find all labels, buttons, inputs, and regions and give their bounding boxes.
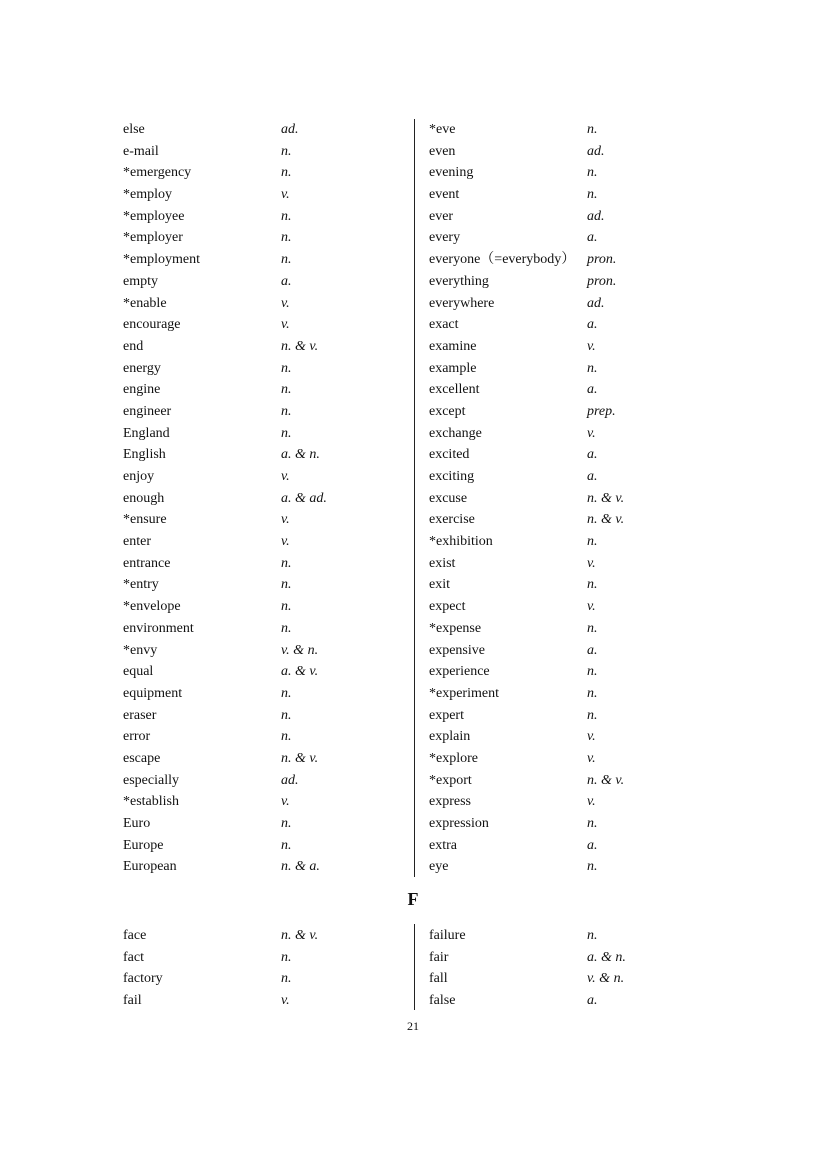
entry-word: *establish <box>123 794 179 810</box>
entry-row <box>123 856 403 878</box>
entry-row <box>123 119 403 141</box>
entry-row <box>429 705 709 727</box>
entry-word: engine <box>123 382 161 398</box>
entry-part-of-speech: v. <box>587 729 596 745</box>
entry-row <box>123 206 403 228</box>
entry-part-of-speech: n. <box>281 382 292 398</box>
entry-row <box>123 990 403 1012</box>
entry-row <box>123 249 403 271</box>
entry-word: extra <box>429 837 457 853</box>
entry-row <box>429 336 709 358</box>
entry-word: examine <box>429 338 477 354</box>
entry-word: exercise <box>429 512 475 528</box>
entry-part-of-speech: n. <box>587 859 598 875</box>
entry-row <box>429 813 709 835</box>
entry-word: fail <box>123 993 142 1009</box>
entry-part-of-speech: n. <box>281 230 292 246</box>
entry-row <box>123 271 403 293</box>
entry-word: fall <box>429 971 448 987</box>
entry-part-of-speech: n. <box>587 360 598 376</box>
entry-part-of-speech: n. <box>281 971 292 987</box>
entry-part-of-speech: n. <box>587 707 598 723</box>
entry-row <box>429 444 709 466</box>
entry-row <box>123 553 403 575</box>
entry-row <box>123 813 403 835</box>
entry-row <box>429 947 709 969</box>
entry-part-of-speech: n. <box>587 928 598 943</box>
entry-word: encourage <box>123 317 181 333</box>
entry-word: *export <box>429 772 472 788</box>
entry-word: *explore <box>429 750 478 766</box>
entry-word: expect <box>429 599 466 615</box>
entry-word: expert <box>429 707 464 723</box>
entry-part-of-speech: n. & v. <box>587 490 625 506</box>
column-divider <box>414 924 415 1010</box>
entry-row <box>429 184 709 206</box>
entry-part-of-speech: n. <box>281 555 292 571</box>
entry-part-of-speech: n. <box>587 577 598 593</box>
entry-row <box>429 293 709 315</box>
entry-row <box>123 596 403 618</box>
entry-word: else <box>123 122 145 137</box>
entry-part-of-speech: n. & a. <box>281 859 320 875</box>
entry-part-of-speech: a. <box>587 382 598 398</box>
entry-part-of-speech: v. <box>281 469 290 484</box>
entry-row <box>429 791 709 813</box>
entry-row <box>429 314 709 336</box>
entry-row <box>123 141 403 163</box>
entry-part-of-speech: a. & ad. <box>281 490 327 506</box>
entry-row <box>123 184 403 206</box>
entry-row <box>429 488 709 510</box>
entry-part-of-speech: n. <box>281 707 292 723</box>
entry-part-of-speech: n. & v. <box>281 338 319 354</box>
entry-word: exchange <box>429 425 482 441</box>
entry-word: everywhere <box>429 295 495 311</box>
entry-word: evening <box>429 165 474 181</box>
entry-part-of-speech: v. <box>281 317 290 333</box>
entry-row <box>123 509 403 531</box>
entry-row <box>123 748 403 770</box>
entry-word: enjoy <box>123 469 155 484</box>
entry-word: enter <box>123 534 151 550</box>
entry-word: equipment <box>123 685 183 701</box>
entry-word: *enable <box>123 295 167 311</box>
section-e-right-column <box>429 119 709 878</box>
entry-part-of-speech: a. <box>587 447 598 463</box>
entry-row <box>123 618 403 640</box>
entry-part-of-speech: v. <box>281 295 290 311</box>
entry-word: everything <box>429 273 489 289</box>
entry-word: engineer <box>123 403 172 419</box>
entry-part-of-speech: n. <box>281 577 292 593</box>
entry-row <box>429 466 709 488</box>
entry-part-of-speech: pron. <box>587 273 617 289</box>
entry-row <box>123 466 403 488</box>
entry-word: experience <box>429 664 490 680</box>
entry-row <box>123 488 403 510</box>
entry-part-of-speech: v. <box>587 599 596 615</box>
entry-word: *employment <box>123 252 200 268</box>
entry-part-of-speech: n. <box>281 816 292 831</box>
entry-word: empty <box>123 273 158 289</box>
entry-word: *emergency <box>123 165 192 181</box>
entry-row <box>123 574 403 596</box>
entry-word: except <box>429 403 466 419</box>
entry-word: Euro <box>123 816 151 831</box>
entry-part-of-speech: n. <box>281 165 292 181</box>
entry-word: even <box>429 143 456 159</box>
entry-part-of-speech: n. <box>587 187 598 203</box>
entry-part-of-speech: v. <box>587 750 596 766</box>
entry-part-of-speech: n. & v. <box>281 928 319 943</box>
entry-word: *employer <box>123 230 183 246</box>
entry-word: failure <box>429 928 466 943</box>
column-divider <box>414 119 415 877</box>
entry-row <box>123 640 403 662</box>
entry-word: *entry <box>123 577 159 593</box>
entry-word: environment <box>123 620 194 636</box>
entry-word: exit <box>429 577 450 593</box>
entry-row <box>123 947 403 969</box>
entry-word: *employee <box>123 208 185 224</box>
entry-part-of-speech: prep. <box>587 403 616 419</box>
letter-heading-f: F <box>407 889 419 909</box>
entry-part-of-speech: a. & n. <box>587 949 626 965</box>
entry-part-of-speech: v. <box>587 425 596 441</box>
entry-part-of-speech: v. & n. <box>281 642 319 658</box>
entry-part-of-speech: ad. <box>281 122 299 137</box>
entry-word: error <box>123 729 151 745</box>
entry-part-of-speech: ad. <box>281 772 299 788</box>
entry-part-of-speech: n. & v. <box>587 512 625 528</box>
entry-part-of-speech: v. <box>587 338 596 354</box>
entry-word: everyone（=everybody） <box>429 252 576 268</box>
entry-word: e-mail <box>123 143 159 159</box>
entry-row <box>123 227 403 249</box>
entry-part-of-speech: a. <box>281 273 292 289</box>
entry-part-of-speech: n. <box>281 949 292 965</box>
entry-row <box>429 401 709 423</box>
entry-part-of-speech: v. <box>281 993 290 1009</box>
entry-word: English <box>123 447 166 463</box>
entry-part-of-speech: v. <box>281 512 290 528</box>
entry-word: exist <box>429 555 456 571</box>
entry-part-of-speech: n. <box>281 143 292 159</box>
entry-row <box>429 574 709 596</box>
entry-part-of-speech: a. <box>587 317 598 333</box>
entry-part-of-speech: n. <box>587 534 598 550</box>
entry-row <box>429 141 709 163</box>
page-number: 21 <box>407 1019 419 1033</box>
entry-row <box>429 726 709 748</box>
entry-row <box>123 683 403 705</box>
entry-word: European <box>123 859 177 875</box>
entry-row <box>429 509 709 531</box>
entry-row <box>429 531 709 553</box>
entry-word: expression <box>429 816 489 831</box>
entry-word: *expense <box>429 620 482 636</box>
entry-part-of-speech: a. & v. <box>281 664 319 680</box>
entry-word: energy <box>123 360 161 376</box>
entry-row <box>123 336 403 358</box>
entry-row <box>123 925 403 947</box>
entry-word: excuse <box>429 490 468 506</box>
entry-row <box>429 990 709 1012</box>
section-f-left-column <box>123 925 403 1012</box>
entry-part-of-speech: n. <box>587 165 598 181</box>
entry-word: ever <box>429 208 454 224</box>
entry-part-of-speech: a. <box>587 642 598 658</box>
entry-row <box>123 835 403 857</box>
entry-part-of-speech: v. <box>281 794 290 810</box>
entry-part-of-speech: v. & n. <box>587 971 625 987</box>
entry-part-of-speech: n. <box>587 664 598 680</box>
entry-row <box>429 640 709 662</box>
entry-word: *ensure <box>123 512 167 528</box>
entry-row <box>123 293 403 315</box>
entry-part-of-speech: n. <box>587 620 598 636</box>
entry-row <box>123 444 403 466</box>
section-e-left-column <box>123 119 403 878</box>
entry-word: expensive <box>429 642 485 658</box>
entry-row <box>429 249 709 271</box>
entry-part-of-speech: n. <box>281 837 292 853</box>
entry-part-of-speech: n. <box>587 122 598 137</box>
entry-row <box>429 618 709 640</box>
entry-part-of-speech: v. <box>587 555 596 571</box>
entry-row <box>429 683 709 705</box>
entry-word: exciting <box>429 469 475 484</box>
entry-part-of-speech: n. <box>281 252 292 268</box>
entry-word: *employ <box>123 187 172 203</box>
entry-word: escape <box>123 750 161 766</box>
entry-row <box>429 661 709 683</box>
entry-part-of-speech: a. <box>587 993 598 1009</box>
entry-part-of-speech: a. <box>587 837 598 853</box>
entry-row <box>429 856 709 878</box>
entry-word: example <box>429 360 477 376</box>
entry-part-of-speech: v. <box>281 187 290 203</box>
entry-word: fair <box>429 949 449 965</box>
entry-row <box>429 770 709 792</box>
entry-row <box>123 770 403 792</box>
entry-word: eraser <box>123 707 157 723</box>
entry-row <box>429 379 709 401</box>
entry-row <box>123 358 403 380</box>
entry-word: *envelope <box>123 599 181 615</box>
entry-part-of-speech: pron. <box>587 252 617 268</box>
entry-word: excellent <box>429 382 480 398</box>
entry-row <box>429 596 709 618</box>
entry-part-of-speech: ad. <box>587 208 605 224</box>
entry-part-of-speech: n. & v. <box>587 772 625 788</box>
entry-part-of-speech: ad. <box>587 295 605 311</box>
entry-part-of-speech: n. <box>587 816 598 831</box>
entry-row <box>429 968 709 990</box>
entry-word: false <box>429 993 456 1009</box>
entry-row <box>429 835 709 857</box>
entry-part-of-speech: a. <box>587 469 598 484</box>
entry-word: exact <box>429 317 459 333</box>
entry-word: equal <box>123 664 154 680</box>
section-f-right-column <box>429 925 709 1012</box>
entry-row <box>123 726 403 748</box>
entry-part-of-speech: n. <box>281 599 292 615</box>
entry-word: *eve <box>429 122 456 137</box>
entry-part-of-speech: n. <box>281 208 292 224</box>
entry-word: factory <box>123 971 163 987</box>
entry-word: excited <box>429 447 470 463</box>
entry-row <box>429 206 709 228</box>
entry-part-of-speech: n. <box>281 620 292 636</box>
entry-row <box>123 401 403 423</box>
entry-word: *envy <box>123 642 158 658</box>
entry-word: face <box>123 928 147 943</box>
entry-row <box>123 968 403 990</box>
entry-part-of-speech: v. <box>587 794 596 810</box>
entry-word: end <box>123 338 144 354</box>
entry-row <box>429 119 709 141</box>
entry-word: event <box>429 187 460 203</box>
entry-part-of-speech: n. <box>281 403 292 419</box>
entry-word: *experiment <box>429 685 499 701</box>
entry-part-of-speech: v. <box>281 534 290 550</box>
entry-part-of-speech: ad. <box>587 143 605 159</box>
entry-row <box>429 227 709 249</box>
entry-word: enough <box>123 490 165 506</box>
entry-word: express <box>429 794 471 810</box>
entry-word: Europe <box>123 837 164 853</box>
entry-word: eye <box>429 859 449 875</box>
entry-row <box>123 162 403 184</box>
entry-row <box>123 423 403 445</box>
entry-row <box>123 314 403 336</box>
entry-row <box>123 379 403 401</box>
entry-row <box>429 925 709 947</box>
entry-part-of-speech: a. & n. <box>281 447 320 463</box>
entry-part-of-speech: n. <box>281 685 292 701</box>
entry-row <box>429 748 709 770</box>
entry-word: every <box>429 230 461 246</box>
entry-word: entrance <box>123 555 171 571</box>
entry-part-of-speech: a. <box>587 230 598 246</box>
entry-row <box>123 705 403 727</box>
entry-row <box>429 553 709 575</box>
entry-row <box>123 531 403 553</box>
entry-row <box>429 358 709 380</box>
entry-word: especially <box>123 772 179 788</box>
entry-word: England <box>123 425 170 441</box>
entry-part-of-speech: n. <box>281 729 292 745</box>
entry-part-of-speech: n. <box>587 685 598 701</box>
entry-word: fact <box>123 949 144 965</box>
entry-part-of-speech: n. <box>281 360 292 376</box>
entry-word: explain <box>429 729 471 745</box>
entry-row <box>123 661 403 683</box>
entry-row <box>429 162 709 184</box>
entry-row <box>123 791 403 813</box>
entry-part-of-speech: n. & v. <box>281 750 319 766</box>
entry-row <box>429 423 709 445</box>
entry-row <box>429 271 709 293</box>
entry-part-of-speech: n. <box>281 425 292 441</box>
entry-word: *exhibition <box>429 534 493 550</box>
